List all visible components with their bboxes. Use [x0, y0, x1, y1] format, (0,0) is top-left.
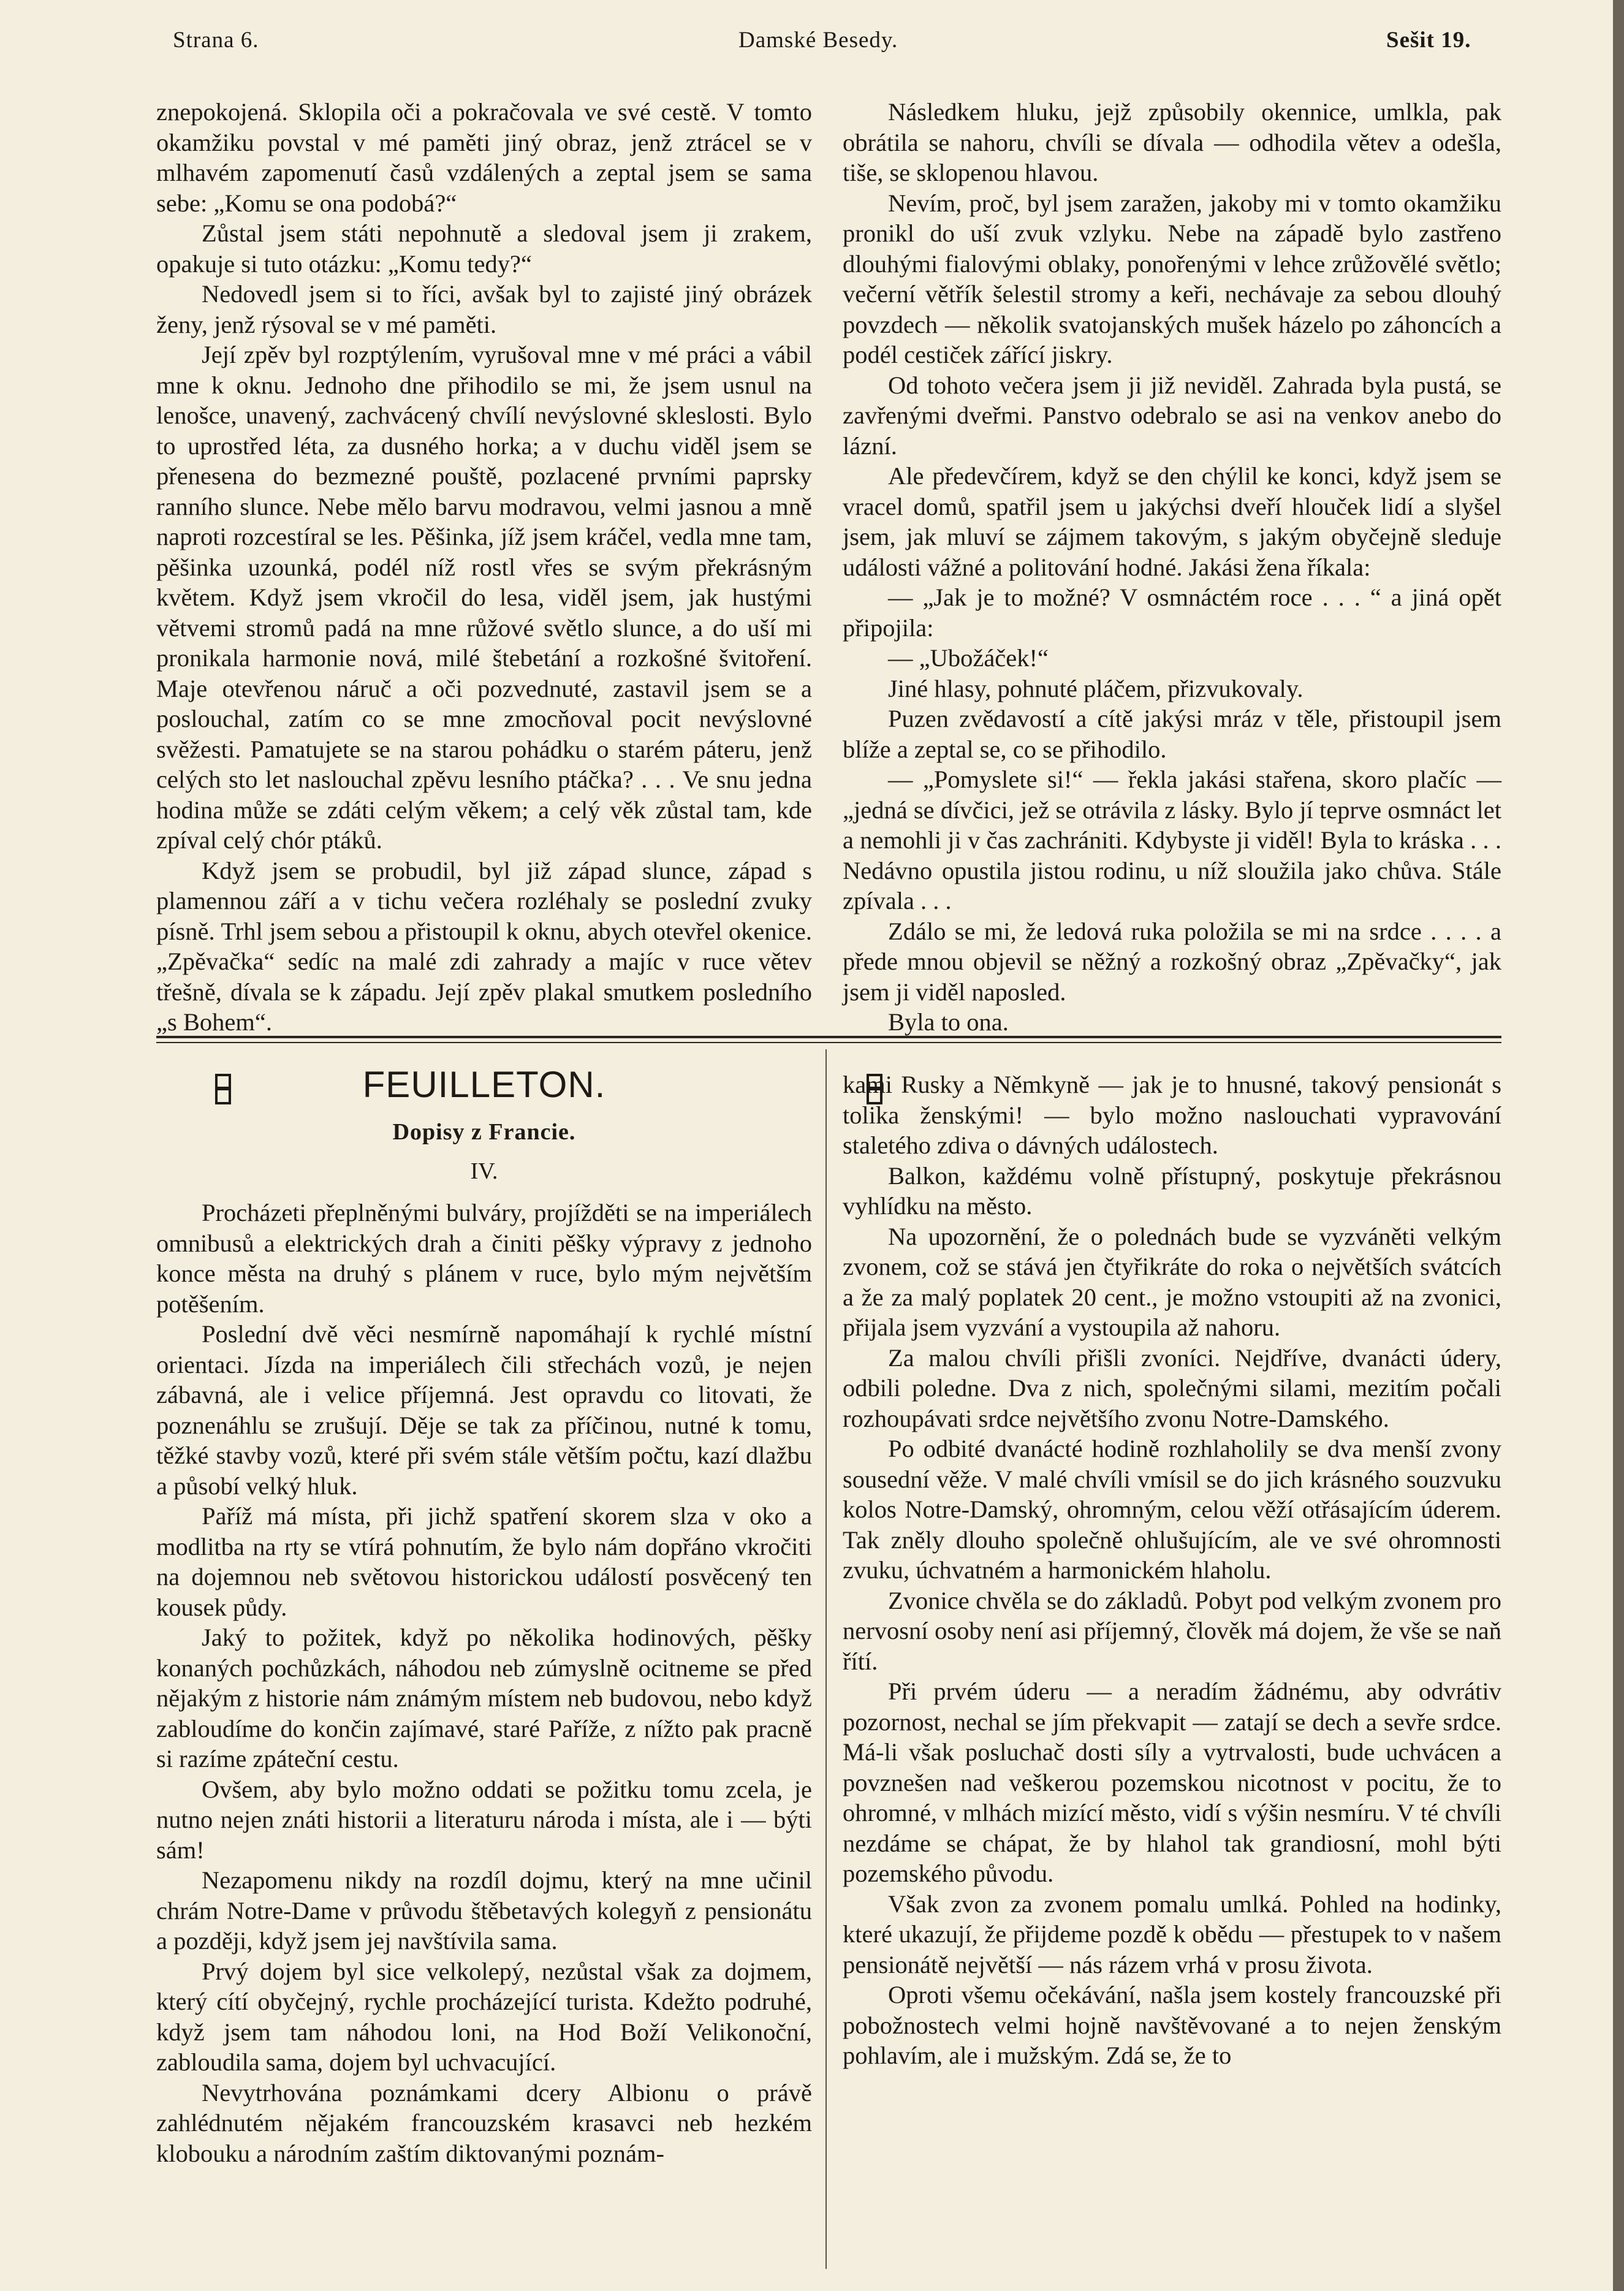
story-paragraph: Zůstal jsem státi nepohnutě a sledoval jsem ji zrakem, opakuje si tuto otázku: „Komu tedy?“ [156, 219, 812, 278]
story-column-right [843, 97, 1501, 1038]
section-divider-thick [156, 1036, 1501, 1038]
story-paragraph: Její zpěv byl rozptýlením, vyrušoval mne v mé práci a vábil mne k oknu. Jednoho dne přihodilo se mi, že jsem usnul na lenošce, unavený, zachvácený chvílí nevýslovné skleslosti. Bylo to uprostřed léta, za dusného horka; a v duchu viděl jsem se přenesena do bezmezné pouště, pozlacené prvními paprsky ranního slunce. Nebe mělo barvu modravou, velmi jasnou a mně naproti rozcestíral se les. Pěšinka, jíž jsem kráčel, vedla mne tam, pěšinka uzounká, podél níž rostl vřes se svým překrásným květem. Když jsem vkročil do lesa, viděl jsem, jak hustými větvemi stromů padá na mne růžové světlo slunce, a do uší mi pronikala harmonie nová, milé štebetání a rozkošné švitoření. Maje otevřenou náruč a oči pozvednuté, zastavil jsem se a poslouchal, zatím co se mne zmocňoval pocit nevýslovné svěžesti. Pamatujete se na starou pohádku o starém páteru, jenž celých sto let naslouchal zpěvu lesního ptáčka? . . . Ve snu jedna hodina může se zdáti celým věkem; a celý věk zůstal tam, kde zpíval celý chór ptáků. [156, 341, 812, 854]
feuilleton-paragraph: Balkon, každému volně přístupný, poskytuje překrásnou vyhlídku na město. [843, 1161, 1501, 1220]
feuilleton-paragraph: Procházeti přeplněnými bulváry, projížděti se na imperiálech omnibusů a elektrických drah a činiti pěšky výpravy z jednoho konce města na druhý s plánem v ruce, bylo mým největším potěšením. [156, 1199, 812, 1318]
dialogue-line: — „Jak je to možné? V osmnáctém roce . . . “ a jiná opět připojila: [843, 583, 1501, 642]
page-number: Strana 6. [173, 28, 259, 53]
dialogue-line: — „Ubožáček!“ [888, 644, 1049, 672]
story-paragraph: Byla to ona. [888, 1008, 1009, 1036]
story-paragraph: Zdálo se mi, že ledová ruka položila se mi na srdce . . . . a přede mnou objevil se něžný a rozkošný obraz „Zpěvačky“, jak jsem ji viděl naposled. [843, 917, 1501, 1006]
story-paragraph: Puzen zvědavostí a cítě jakýsi mráz v těle, přistoupil jsem blíže a zeptal se, co se přihodilo. [843, 705, 1501, 763]
feuilleton-paragraph: kami Rusky a Němkyně — jak je to hnusné, takový pensionát s tolika ženskými! — bylo možno naslouchati vypravování staletého zdiva o dávných událostech. [843, 1071, 1501, 1159]
feuilleton-paragraph: Paříž má místa, při jichž spatření skorem slza v oko a modlitba na rty se vtírá pohnutím, že bylo nám dopřáno vkročiti na dojemnou neb světovou historickou událostí posvěcený ten kousek půdy. [156, 1502, 812, 1621]
story-paragraph: Nedovedl jsem si to říci, avšak byl to zajisté jiný obrázek ženy, jenž rýsoval se v mé paměti. [156, 280, 812, 338]
feuilleton-paragraph: Zvonice chvěla se do základů. Pobyt pod velkým zvonem pro nervosní osoby není asi příjemný, člověk má dojem, že vše se naň řítí. [843, 1586, 1501, 1675]
story-paragraph: Nevím, proč, byl jsem zaražen, jakoby mi v tomto okamžiku pronikl do uší zvuk vzlyku. Nebe na západě bylo zastřeno dlouhými fialovými oblaky, ponořenými v lehce zrůžovělé světlo; večerní větřík šelestil stromy a keři, nechávaje za sebou dlouhý povzdech — několik svatojanských mušek házelo po záhoncích a podél cestiček zářící jiskry. [843, 189, 1501, 368]
story-paragraph: Ale předevčírem, když se den chýlil ke konci, když jsem se vracel domů, spatřil jsem u jakýchsi dveří hlouček lidí a slyšel jsem, jak mluví se zájmem takovým, s jakým obyčejně sleduje události vážné a politování hodné. Jakási žena říkala: [843, 462, 1501, 581]
section-divider-thin [156, 1042, 1501, 1043]
story-paragraph: Jiné hlasy, pohnuté pláčem, přizvukovaly. [888, 674, 1303, 702]
feuilleton-paragraph: Nezapomenu nikdy na rozdíl dojmu, který na mne učinil chrám Notre-Dame v průvodu štěbetavých kolegyň z pensionátu a později, když jsem jej navštívila sama. [156, 1866, 812, 1955]
running-header [0, 27, 1624, 64]
magazine-title: Damské Besedy. [738, 28, 898, 53]
dialogue-line: — „Pomyslete si!“ — řekla jakási stařena, skoro plačíc — „jedná se dívčici, jež se otrávila z lásky. Bylo jí teprve osmnáct let a nemohli ji v čas zachrániti. Kdybyste ji viděl! Byla to kráska . . . Nedávno opustila jistou rodinu, u níž sloužila jako chůva. Stále zpívala . . . [843, 766, 1501, 914]
installment-numeral: IV. [470, 1158, 498, 1184]
story-column-left [156, 97, 812, 1038]
feuilleton-paragraph: Jaký to požitek, když po několika hodinových, pěšky konaných pochůzkách, náhodou neb zúmyslně ocitneme se před nějakým z historie nám známým místem neb budovou, nebo když zabloudíme do končin zajímavé, staré Paříže, z nížto pak pracně si razíme zpáteční cestu. [156, 1624, 812, 1772]
feuilleton-paragraph: Při prvém úderu — a neradím žádnému, aby odvrátiv pozornost, nechal se jím překvapit — zatají se dech a sevře srdce. Má-li však posluchač dosti síly a vytrvalosti, bude uchvácen a povznešen nad veškerou pozemskou nicotnost v pocitu, že to ohromné, v mlhách mizící město, vidí s výšin nesmíru. V té chvíli nezdáme se chápat, že by hlahol tak grandiosní, mohl býti pozemského původu. [843, 1677, 1501, 1887]
feuilleton-paragraph: Poslední dvě věci nesmírně napomáhají k rychlé místní orientaci. Jízda na imperiálech čili střechách vozů, je nejen zábavná, ale i velice příjemná. Jest opravdu co litovati, že poznenáhlu se zrušují. Děje se tak za příčinou, nutné k tomu, těžké stavby vozů, které při svém stále větším počtu, kazí dlažbu a působí velký hluk. [156, 1320, 812, 1500]
feuilleton-paragraph: Ovšem, aby bylo možno oddati se požitku tomu zcela, je nutno nejen znáti historii a literaturu národa i místa, ale i — býti sám! [156, 1775, 812, 1864]
feuilleton-paragraph: Na upozornění, že o polednách bude se vyzváněti velkým zvonem, což se stává jen čtyřikráte do roka o největších svátcích a že za malý poplatek 20 cent., je možno vstoupiti až na zvonici, přijala jsem vyzvání a vystoupila až nahoru. [843, 1222, 1501, 1341]
story-paragraph: Následkem hluku, jejž způsobily okennice, umlkla, pak obrátila se nahoru, chvíli se dívala — odhodila větev a odešla, tiše, se sklopenou hlavou. [843, 98, 1501, 186]
issue-number: Sešit 19. [1386, 28, 1471, 53]
column-rule [825, 1049, 827, 2269]
feuilleton-paragraph: Oproti všemu očekávání, našla jsem kostely francouzské při pobožnostech velmi hojně navštěvované a to nejen ženským pohlavím, ale i mužským. Zdá se, že to [843, 1981, 1501, 2069]
feuilleton-heading [156, 1064, 812, 1114]
feuilleton-paragraph: Však zvon za zvonem pomalu umlká. Pohled na hodinky, které ukazují, že přijdeme pozdě k obědu — přestupek to v našem pensionátě největší — nás rázem vrhá v prosu života. [843, 1890, 1501, 1978]
feuilleton-paragraph: Za malou chvíli přišli zvoníci. Nejdříve, dvanácti údery, odbili poledne. Dva z nich, společnými silami, mezitím počali rozhoupávati srdce největšího zvonu Notre-Damského. [843, 1343, 1501, 1432]
story-paragraph: Když jsem se probudil, byl již západ slunce, západ s plamennou září a v tichu večera rozléhaly se poslední zvuky písně. Trhl jsem sebou a přistoupil k oknu, abych otevřel okenice. „Zpěvačka“ sedíc na malé zdi zahrady a majíc v ruce větev třešně, dívala se k západu. Její zpěv plakal smutkem posledního „s Bohem“. [156, 856, 812, 1036]
feuilleton-paragraph: Nevytrhována poznámkami dcery Albionu o právě zahlédnutém nějakém francouzském krasavci neb hezkém klobouku a národním zaštím diktovanými poznám- [156, 2078, 812, 2167]
page-edge-shadow [1613, 0, 1624, 2291]
feuilleton-paragraph: Prvý dojem byl sice velkolepý, nezůstal však za dojmem, který cítí obyčejný, rychle procházející turista. Kdežto podruhé, když jsem tam náhodou loni, na Hod Boží Velikonoční, zabloudila sama, dojem byl uchvacující. [156, 1957, 812, 2076]
feuilleton-title: FEUILLETON. [362, 1064, 606, 1105]
feuilleton-column-left [156, 1064, 812, 2168]
story-paragraph: znepokojená. Sklopila oči a pokračovala ve své cestě. V tomto okamžiku povstal v mé paměti jiný obraz, jenž ztrácel se v mlhavém zapomenutí časů vzdálených a zeptal jsem se sama sebe: „Komu se ona podobá?“ [156, 98, 812, 217]
feuilleton-column-right [843, 1070, 1501, 2071]
feuilleton-subtitle: Dopisy z Francie. [392, 1119, 576, 1145]
feuilleton-paragraph: Po odbité dvanácté hodině rozhlaholily se dva menší zvony sousední věže. V malé chvíli vmísil se do jich krásného souzvuku kolos Notre-Damský, ohromným, celou věží otřásajícím úderem. Tak zněly dlouho společně ohlušujícím, ale ve své ohromnosti zvuku, úchvatném a harmonickém hlaholu. [843, 1435, 1501, 1584]
story-paragraph: Od tohoto večera jsem ji již neviděl. Zahrada byla pustá, se zavřenými dveřmi. Panstvo odebralo se asi na venkov anebo do lázní. [843, 371, 1501, 460]
